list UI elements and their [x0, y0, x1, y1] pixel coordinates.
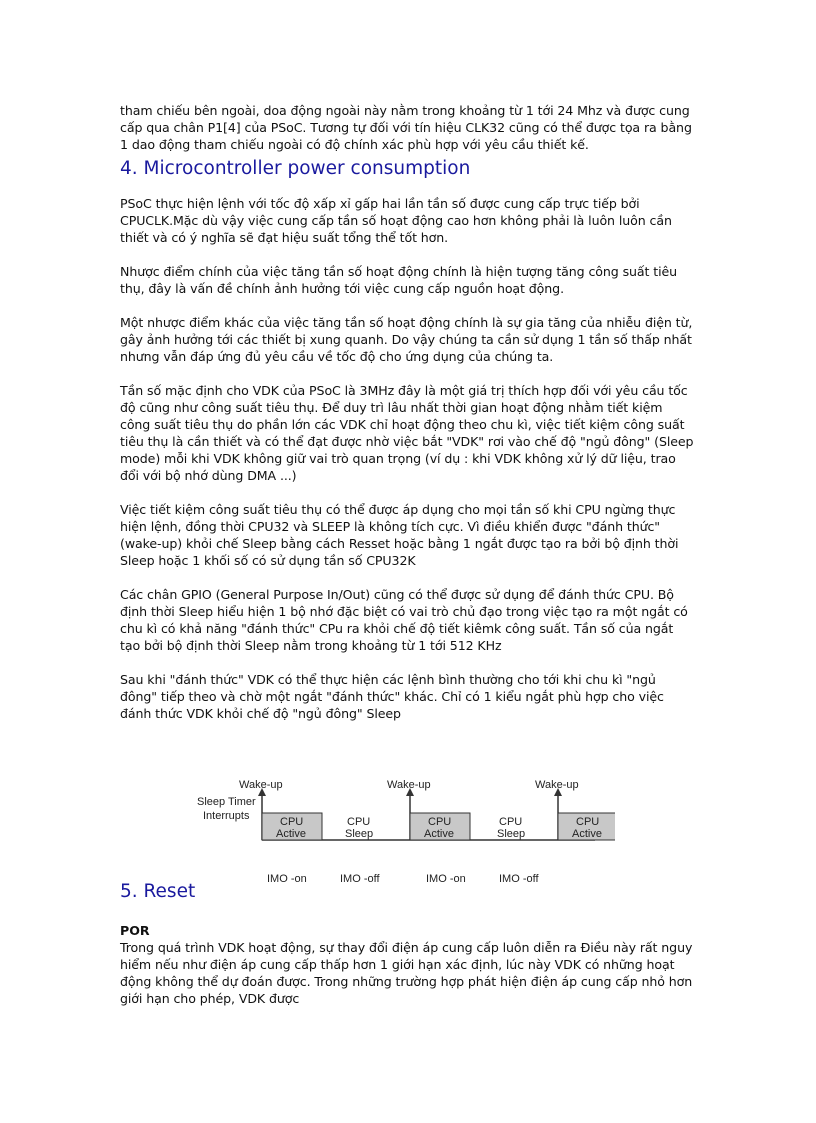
- paragraph-emi-drawback: Một nhược điểm khác của việc tăng tần số hoạt động chính là sự gia tăng của nhiễu điện từ, gây ảnh hưởng tới các thiết bị xung quanh. Do vậy chúng ta cần sử dụng 1 tần số thấp nhất nhưng vẫn đáp ứng đủ yêu cầu về tốc độ cho ứng dụng của chúng ta.: [120, 315, 693, 364]
- wakeup-label-2: Wake-up: [387, 779, 431, 791]
- sleep-timer-diagram: [195, 776, 615, 886]
- imo-label-1: IMO -on: [267, 873, 307, 885]
- cpu-sleep-block-1: [345, 816, 373, 840]
- por-subheading: POR: [120, 923, 150, 938]
- cpu-active-block-1: [262, 813, 322, 840]
- svg-text:CPU: CPU: [576, 816, 600, 828]
- imo-label-3: IMO -on: [426, 873, 466, 885]
- paragraph-default-frequency: Tần số mặc định cho VDK của PSoC là 3MHz đây là một giá trị thích hợp đối với yêu cầu tốc độ cũng như công suất tiêu thụ. Để duy trì lâu nhất thời gian hoạt động nhằm tiết kiệm công suất tiêu thụ do phần lớn các VDK chỉ hoạt động theo chu kì, việc tiết kiệm công suất tiêu thụ là cần thiết và có thể đạt được nhờ việc bắt "VDK" rơi vào chế độ "ngủ đông" (Sleep mode) mỗi khi VDK không giữ vai trò quan trọng (ví dụ : khi VDK không xử lý dữ liệu, trao đổi với bộ nhớ dùng DMA ...): [120, 383, 694, 483]
- imo-label-4: IMO -off: [499, 873, 539, 885]
- paragraph-power-saving: Việc tiết kiệm công suất tiêu thụ có thể được áp dụng cho mọi tần số khi CPU ngừng thực hiện lệnh, đồng thời CPU32 và SLEEP là không tích cực. Vì điều khiển được "đánh thức" (wake-up) khỏi chế Sleep bằng cách Resset hoặc bằng 1 ngắt được tạo ra bởi bộ định thời Sleep hoặc 1 khối số có sử dụng tần số CPU32K: [120, 502, 679, 568]
- imo-label-2: IMO -off: [340, 873, 380, 885]
- svg-text:Active: Active: [572, 828, 602, 840]
- por-paragraph: Trong quá trình VDK hoạt động, sự thay đổi điện áp cung cấp luôn diễn ra Điều này rất nguy hiểm nếu như điện áp cung cấp thấp hơn 1 giới hạn xác định, lúc này VDK có những hoạt động không thể dự đoán được. Trong những trường hợp phát hiện điện áp cung cấp nhỏ hơn giới hạn cho phép, VDK được: [120, 940, 693, 1006]
- page-content: [120, 102, 695, 722]
- paragraph-power-drawback: Nhược điểm chính của việc tăng tần số hoạt động chính là hiện tượng tăng công suất tiêu thụ, đây là vấn đề chính ảnh hưởng tới việc cung cấp nguồn hoạt động.: [120, 264, 678, 296]
- svg-text:CPU: CPU: [428, 816, 452, 828]
- svg-text:CPU: CPU: [347, 816, 371, 828]
- cpu-sleep-block-2: [497, 816, 525, 840]
- timer-label-line1: Sleep Timer: [197, 796, 256, 808]
- cpu-active-block-3: [558, 813, 615, 840]
- paragraph-gpio-wakeup: Các chân GPIO (General Purpose In/Out) cũng có thể được sử dụng để đánh thức CPU. Bộ định thời Sleep hiểu hiện 1 bộ nhớ đặc biệt có vai trò chủ đạo trong việc tạo ra một ngắt có chu kì có khả năng "đánh thức" CPu ra khỏi chế độ tiết kiêmk công suất. Tần số của ngắt tạo bởi bộ định thời Sleep nằm trong khoảng từ 1 tới 512 KHz: [120, 587, 688, 653]
- svg-text:Active: Active: [424, 828, 454, 840]
- wakeup-label-3: Wake-up: [535, 779, 579, 791]
- svg-text:Sleep: Sleep: [497, 828, 526, 840]
- cpu-active-block-2: [410, 813, 470, 840]
- svg-text:CPU: CPU: [499, 816, 523, 828]
- wakeup-label-1: Wake-up: [239, 779, 283, 791]
- svg-text:CPU: CPU: [280, 816, 304, 828]
- section-5-heading: 5. Reset: [120, 881, 196, 902]
- svg-text:Sleep: Sleep: [345, 828, 374, 840]
- intro-paragraph: tham chiếu bên ngoài, doa động ngoài này nằm trong khoảng từ 1 tới 24 Mhz và được cung cấp qua chân P1[4] của PSoC. Tương tự đối với tín hiệu CLK32 cũng có thể được tọa ra bằng 1 dao động tham chiếu ngoài có độ chính xác phù hợp với yêu cầu thiết kế.: [120, 103, 692, 152]
- timer-label-line2: Interrupts: [203, 810, 250, 822]
- paragraph-frequency: PSoC thực hiện lệnh với tốc độ xấp xỉ gấp hai lần tần số được cung cấp trực tiếp bởi CPUCLK.Mặc dù vậy việc cung cấp tần số hoạt động cao hơn không phải là luôn luôn cần thiết và có ý nghĩa sẽ đạt hiệu suất tổng thể tốt hơn.: [120, 196, 672, 245]
- section-5: [120, 880, 695, 1007]
- section-4-heading: 4. Microcontroller power consumption: [120, 158, 471, 179]
- svg-text:Active: Active: [276, 828, 306, 840]
- paragraph-after-wakeup: Sau khi "đánh thức" VDK có thể thực hiện các lệnh bình thường cho tới khi chu kì "ngủ đông" tiếp theo và chờ một ngắt "đánh thức" khác. Chỉ có 1 kiểu ngắt phù hợp cho việc đánh thức VDK khỏi chế độ "ngủ đông" Sleep: [120, 672, 664, 721]
